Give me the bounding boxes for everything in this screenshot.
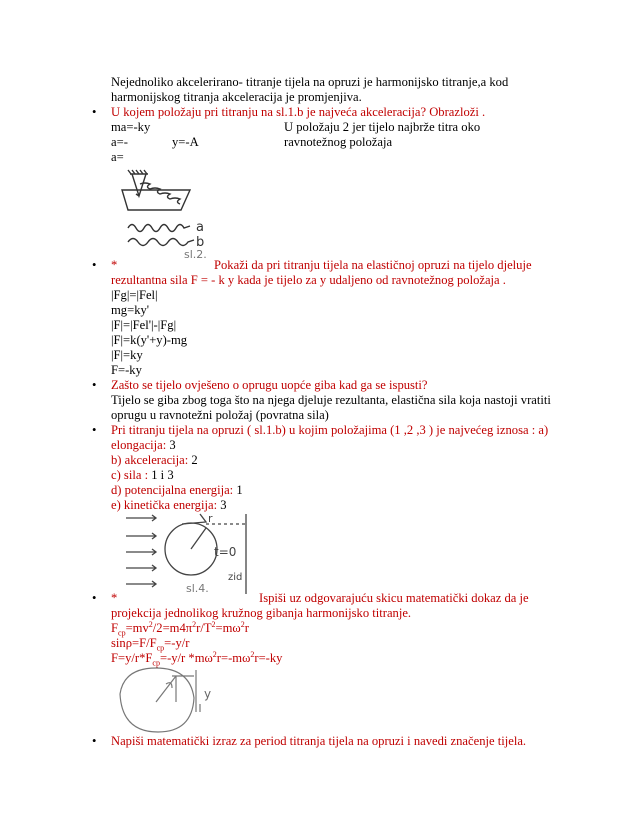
q4-item-a-label: elongacija: [111,438,167,452]
intro-line-2: harmonijskog titranja akceleracija je promjenjiva. [111,90,362,104]
q5-formula-2 [111,636,189,651]
q5-question-2: projekcija jednolikog kružnog gibanja harmonijsko titranje. [111,606,412,620]
f1-e: /2=m4π [152,621,193,635]
fig-label-y: y [204,687,212,701]
f1-a: F [111,621,119,635]
f2-c: =-y/r [164,636,190,650]
q5-question-1: Ispiši uz odgovarajuću skicu matematički dokaz da je [259,591,529,605]
f3-e: r=-mω [216,651,251,665]
q2-line-1: |Fg|=|Fel| [111,288,158,302]
q4-item-d-label: d) potencijalna energija: [111,483,234,497]
figure-sl4 [118,510,268,595]
q4-item-b-label: b) akceleracija: [111,453,189,467]
fig-caption-sl2: sl.2. [184,248,207,260]
q4-item-b-value: 2 [191,453,198,467]
q1-left-2: a=- [111,135,128,149]
q2-question-1: Pokaži da pri titranju tijela na elastičnoj opruzi na tijelo djeluje [214,258,532,272]
q1-left-1: ma=-ky [111,120,151,134]
bullet: • [92,734,97,748]
bullet: • [92,258,97,272]
fig-label-t0: t=0 [214,545,237,559]
q4-item-a [111,438,176,453]
q2-line-2: mg=ky' [111,303,150,317]
f2-a: sinρ=F/F [111,636,157,650]
q2-line-3: |F|=|Fel'|-|Fg| [111,318,177,332]
f1-k: r [244,621,249,635]
f2-b: cp [156,643,165,653]
f1-f: 2 [192,619,197,629]
fig-label-zid: zid [228,572,243,583]
fig-label-r: r [208,512,213,525]
f1-i: =mω [215,621,241,635]
fig-label-b: b [196,235,205,250]
f1-c: =mv [125,621,149,635]
q2-star: * [111,258,118,272]
f3-d: 2 [212,649,217,659]
bullet: • [92,378,97,392]
q1-right-1: U položaju 2 jer tijelo najbrže titra oko [284,120,481,134]
f3-f: 2 [250,649,255,659]
q2-question-2: rezultantna sila F = - k y kada je tijelo za y udaljeno od ravnotežnog položaja . [111,273,506,287]
q4-item-e-value: 3 [220,498,227,512]
f3-b: cp [152,658,160,668]
q4-item-b [111,453,198,468]
q3-answer-1: Tijelo se giba zbog toga što na njega djeluje rezultanta, elastična sila koja nastoji vratiti [111,393,551,407]
q4-item-d-value: 1 [236,483,243,497]
q1-question: U kojem položaju pri titranju na sl.1.b je najveća akceleracija? Obrazloži . [111,105,486,119]
q3-answer-2: oprugu u ravnotežni položaj (povratna sila) [111,408,329,422]
q4-item-a-value: 3 [169,438,176,452]
q1-left-3: a= [111,150,124,164]
q4-item-c-label: c) sila : [111,468,149,482]
bullet: • [92,105,97,119]
q4-item-c [111,468,174,483]
f1-j: 2 [240,619,245,629]
figure-projection [114,664,224,736]
fig-label-a: a [196,220,204,235]
q5-formula-1 [111,621,249,636]
f1-b: cp [118,628,126,638]
fig-caption-sl4: sl.4. [186,582,209,595]
bullet: • [92,423,97,437]
f1-d: 2 [148,619,153,629]
q6-question: Napiši matematički izraz za period titranja tijela na opruzi i navedi značenje tijela. [111,734,527,748]
q2-line-5: |F|=ky [111,348,143,362]
f1-g: r/T [196,621,212,635]
f3-g: r=-ky [254,651,283,665]
intro-line-1: Nejednoliko akcelerirano- titranje tijela na opruzi je harmonijsko titranje,a kod [111,75,509,89]
q2-line-4: |F|=k(y'+y)-mg [111,333,188,347]
q4-question: Pri titranju tijela na opruzi ( sl.1.b) u kojim položajima (1 ,2 ,3 ) je najvećeg iznosa : a) [111,423,549,437]
q4-item-e-label: e) kinetička energija: [111,498,218,512]
f3-a: F=y/r*F [111,651,153,665]
q1-left-y: y=-A [172,135,199,149]
f3-c: =-y/r *mω [159,651,213,665]
q3-question: Zašto se tijelo ovješeno o oprugu uopće giba kad ga se ispusti? [111,378,428,392]
q4-item-c-value: 1 i 3 [151,468,174,482]
bullet: • [92,591,97,605]
figure-sl2 [118,168,218,260]
f1-h: 2 [211,619,216,629]
q5-star: * [111,591,118,605]
q4-item-d [111,483,243,498]
q1-right-2: ravnotežnog položaja [284,135,393,149]
q2-line-6: F=-ky [111,363,142,377]
